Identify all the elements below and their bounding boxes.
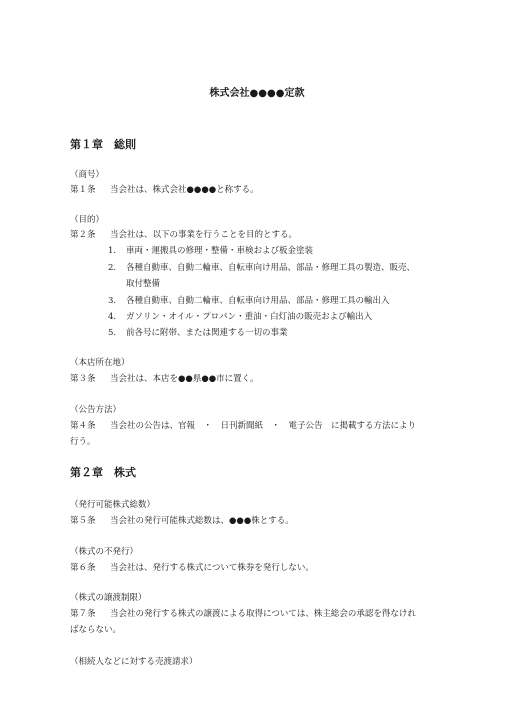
article-6-text: 当会社は、発行する株式について株券を発行しない。: [110, 563, 314, 573]
item-text: 前各号に附帯、または関連する一切の事業: [126, 328, 288, 338]
article-3-heading: （本店所在地）: [70, 358, 130, 368]
article-2-heading: （目的）: [70, 215, 105, 225]
article-2-item-2-continuation: 取付整備: [126, 279, 161, 289]
article-4: [70, 419, 416, 431]
article-7: [70, 607, 416, 619]
chapter-2-heading: [70, 464, 136, 480]
article-4-text: 当会社の公告は、官報 ・ 日刊新聞紙 ・ 電子公告 に掲載する方法により: [110, 421, 417, 431]
chapter-2-label: 第２章: [70, 466, 103, 479]
item-number: 1.: [108, 246, 117, 256]
article-2-item-3: [108, 294, 390, 306]
article-8-heading: （相続人などに対する売渡請求）: [70, 657, 198, 667]
article-2-item-5: [108, 326, 288, 338]
article-3: [70, 372, 259, 384]
chapter-2-title: 株式: [114, 466, 136, 479]
article-7-continuation: ばならない。: [70, 625, 122, 635]
article-2-item-1: [108, 244, 313, 256]
article-7-heading: （株式の譲渡制限）: [70, 593, 147, 603]
article-1-text: 当会社は、株式会社●●●●と称する。: [110, 185, 259, 195]
article-6: [70, 561, 314, 573]
document-title: 株式会社●●●●定款: [209, 88, 305, 99]
article-2-number: 第２条: [70, 230, 96, 240]
article-4-number: 第４条: [70, 421, 96, 431]
chapter-1-title: 総則: [114, 138, 136, 151]
item-text: 各種自動車、自動二輪車、自転車向け用品、部品・修理工具の輸出入: [126, 296, 390, 306]
item-number: 2.: [108, 263, 117, 273]
article-3-number: 第３条: [70, 374, 96, 384]
article-3-text: 当会社は、本店を●●県●●市に置く。: [110, 374, 259, 384]
article-2: [70, 228, 297, 240]
chapter-1-heading: [70, 136, 136, 152]
item-text: 各種自動車、自動二輪車、自転車向け用品、部品・修理工具の製造、販売、: [126, 263, 416, 273]
article-1-heading: （商号）: [70, 170, 105, 180]
item-number: 5.: [108, 328, 117, 338]
article-6-heading: （株式の不発行）: [70, 547, 139, 557]
article-2-item-2: [108, 261, 415, 273]
article-5-number: 第５条: [70, 516, 96, 526]
article-4-continuation: 行う。: [70, 437, 96, 447]
article-5-heading: （発行可能株式総数）: [70, 500, 156, 510]
item-text: ガソリン・オイル・プロパン・重油・白灯油の販売および輸出入: [126, 312, 373, 322]
article-7-number: 第７条: [70, 609, 96, 619]
article-1-number: 第１条: [70, 185, 96, 195]
article-4-heading: （公告方法）: [70, 405, 122, 415]
item-number: 4.: [108, 312, 117, 322]
item-text: 車両・運搬具の修理・整備・車検および板金塗装: [126, 246, 314, 256]
item-number: 3.: [108, 296, 117, 306]
article-2-text: 当会社は、以下の事業を行うことを目的とする。: [110, 230, 298, 240]
article-2-item-4: [108, 310, 372, 322]
article-5-text: 当会社の発行可能株式総数は、●●●株とする。: [110, 516, 294, 526]
article-6-number: 第６条: [70, 563, 96, 573]
article-5: [70, 514, 294, 526]
article-1: [70, 183, 259, 195]
article-7-text: 当会社の発行する株式の譲渡による取得については、株主総会の承認を得なけれ: [110, 609, 416, 619]
chapter-1-label: 第１章: [70, 138, 103, 151]
